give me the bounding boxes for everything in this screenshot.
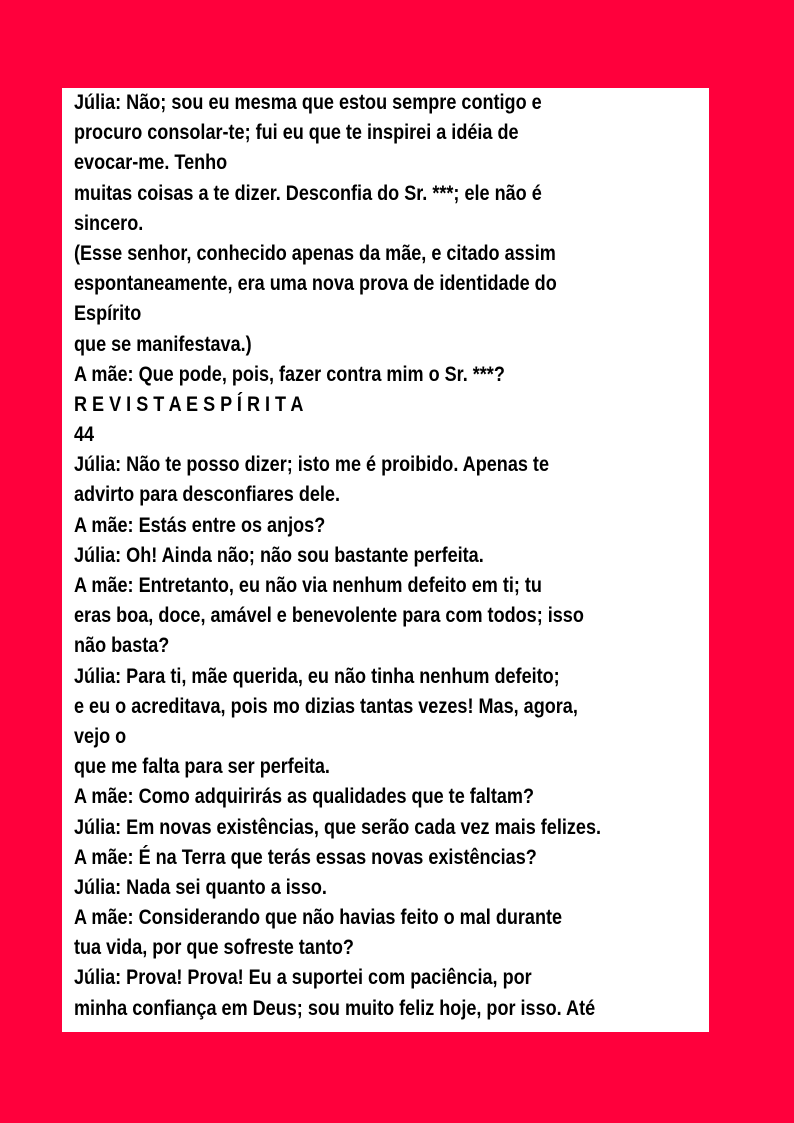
text-line: advirto para desconfiares dele. — [74, 483, 340, 507]
text-line: evocar-me. Tenho — [74, 151, 228, 175]
text-line: minha confiança em Deus; sou muito feliz hoje, por isso. Até — [74, 996, 596, 1020]
text-line: eras boa, doce, amável e benevolente para com todos; isso — [74, 604, 584, 628]
text-line: procuro consolar-te; fui eu que te inspirei a idéia de — [74, 121, 519, 145]
text-line: vejo o — [74, 724, 127, 748]
text-line: Júlia: Não; sou eu mesma que estou sempre contigo e — [74, 91, 542, 114]
text-line: que me falta para ser perfeita. — [74, 755, 330, 779]
text-line: A mãe: É na Terra que terás essas novas existências? — [74, 845, 537, 869]
text-line: A mãe: Como adquirirás as qualidades que te faltam? — [74, 785, 534, 809]
text-line: Júlia: Nada sei quanto a isso. — [74, 875, 327, 899]
text-line: espontaneamente, era uma nova prova de identidade do — [74, 272, 557, 296]
text-line: (Esse senhor, conhecido apenas da mãe, e citado assim — [74, 241, 556, 265]
text-line: tua vida, por que sofreste tanto? — [74, 936, 354, 960]
document-page — [62, 88, 709, 1032]
text-line: que se manifestava.) — [74, 332, 252, 356]
text-line: Júlia: Prova! Prova! Eu a suportei com paciência, por — [74, 966, 532, 990]
page-number: 44 — [74, 423, 95, 447]
text-line: A mãe: Estás entre os anjos? — [74, 513, 326, 537]
text-line: Júlia: Não te posso dizer; isto me é proibido. Apenas te — [74, 453, 550, 477]
running-header: R E V I S T A E S P Í R I T A — [74, 392, 304, 416]
document-text — [74, 88, 624, 1024]
text-line: sincero. — [74, 211, 144, 235]
text-line: e eu o acreditava, pois mo dizias tantas vezes! Mas, agora, — [74, 694, 578, 718]
text-line: não basta? — [74, 634, 170, 658]
text-line: A mãe: Considerando que não havias feito o mal durante — [74, 906, 563, 930]
text-line: A mãe: Entretanto, eu não via nenhum defeito em ti; tu — [74, 574, 542, 597]
text-line: Espírito — [74, 302, 142, 326]
text-line: A mãe: Que pode, pois, fazer contra mim o Sr. ***? — [74, 362, 505, 386]
text-line: muitas coisas a te dizer. Desconfia do Sr. ***; ele não é — [74, 181, 542, 205]
text-line: Júlia: Para ti, mãe querida, eu não tinha nenhum defeito; — [74, 664, 560, 688]
text-line: Júlia: Em novas existências, que serão cada vez mais felizes. — [74, 815, 602, 839]
text-line: Júlia: Oh! Ainda não; não sou bastante perfeita. — [74, 543, 484, 567]
